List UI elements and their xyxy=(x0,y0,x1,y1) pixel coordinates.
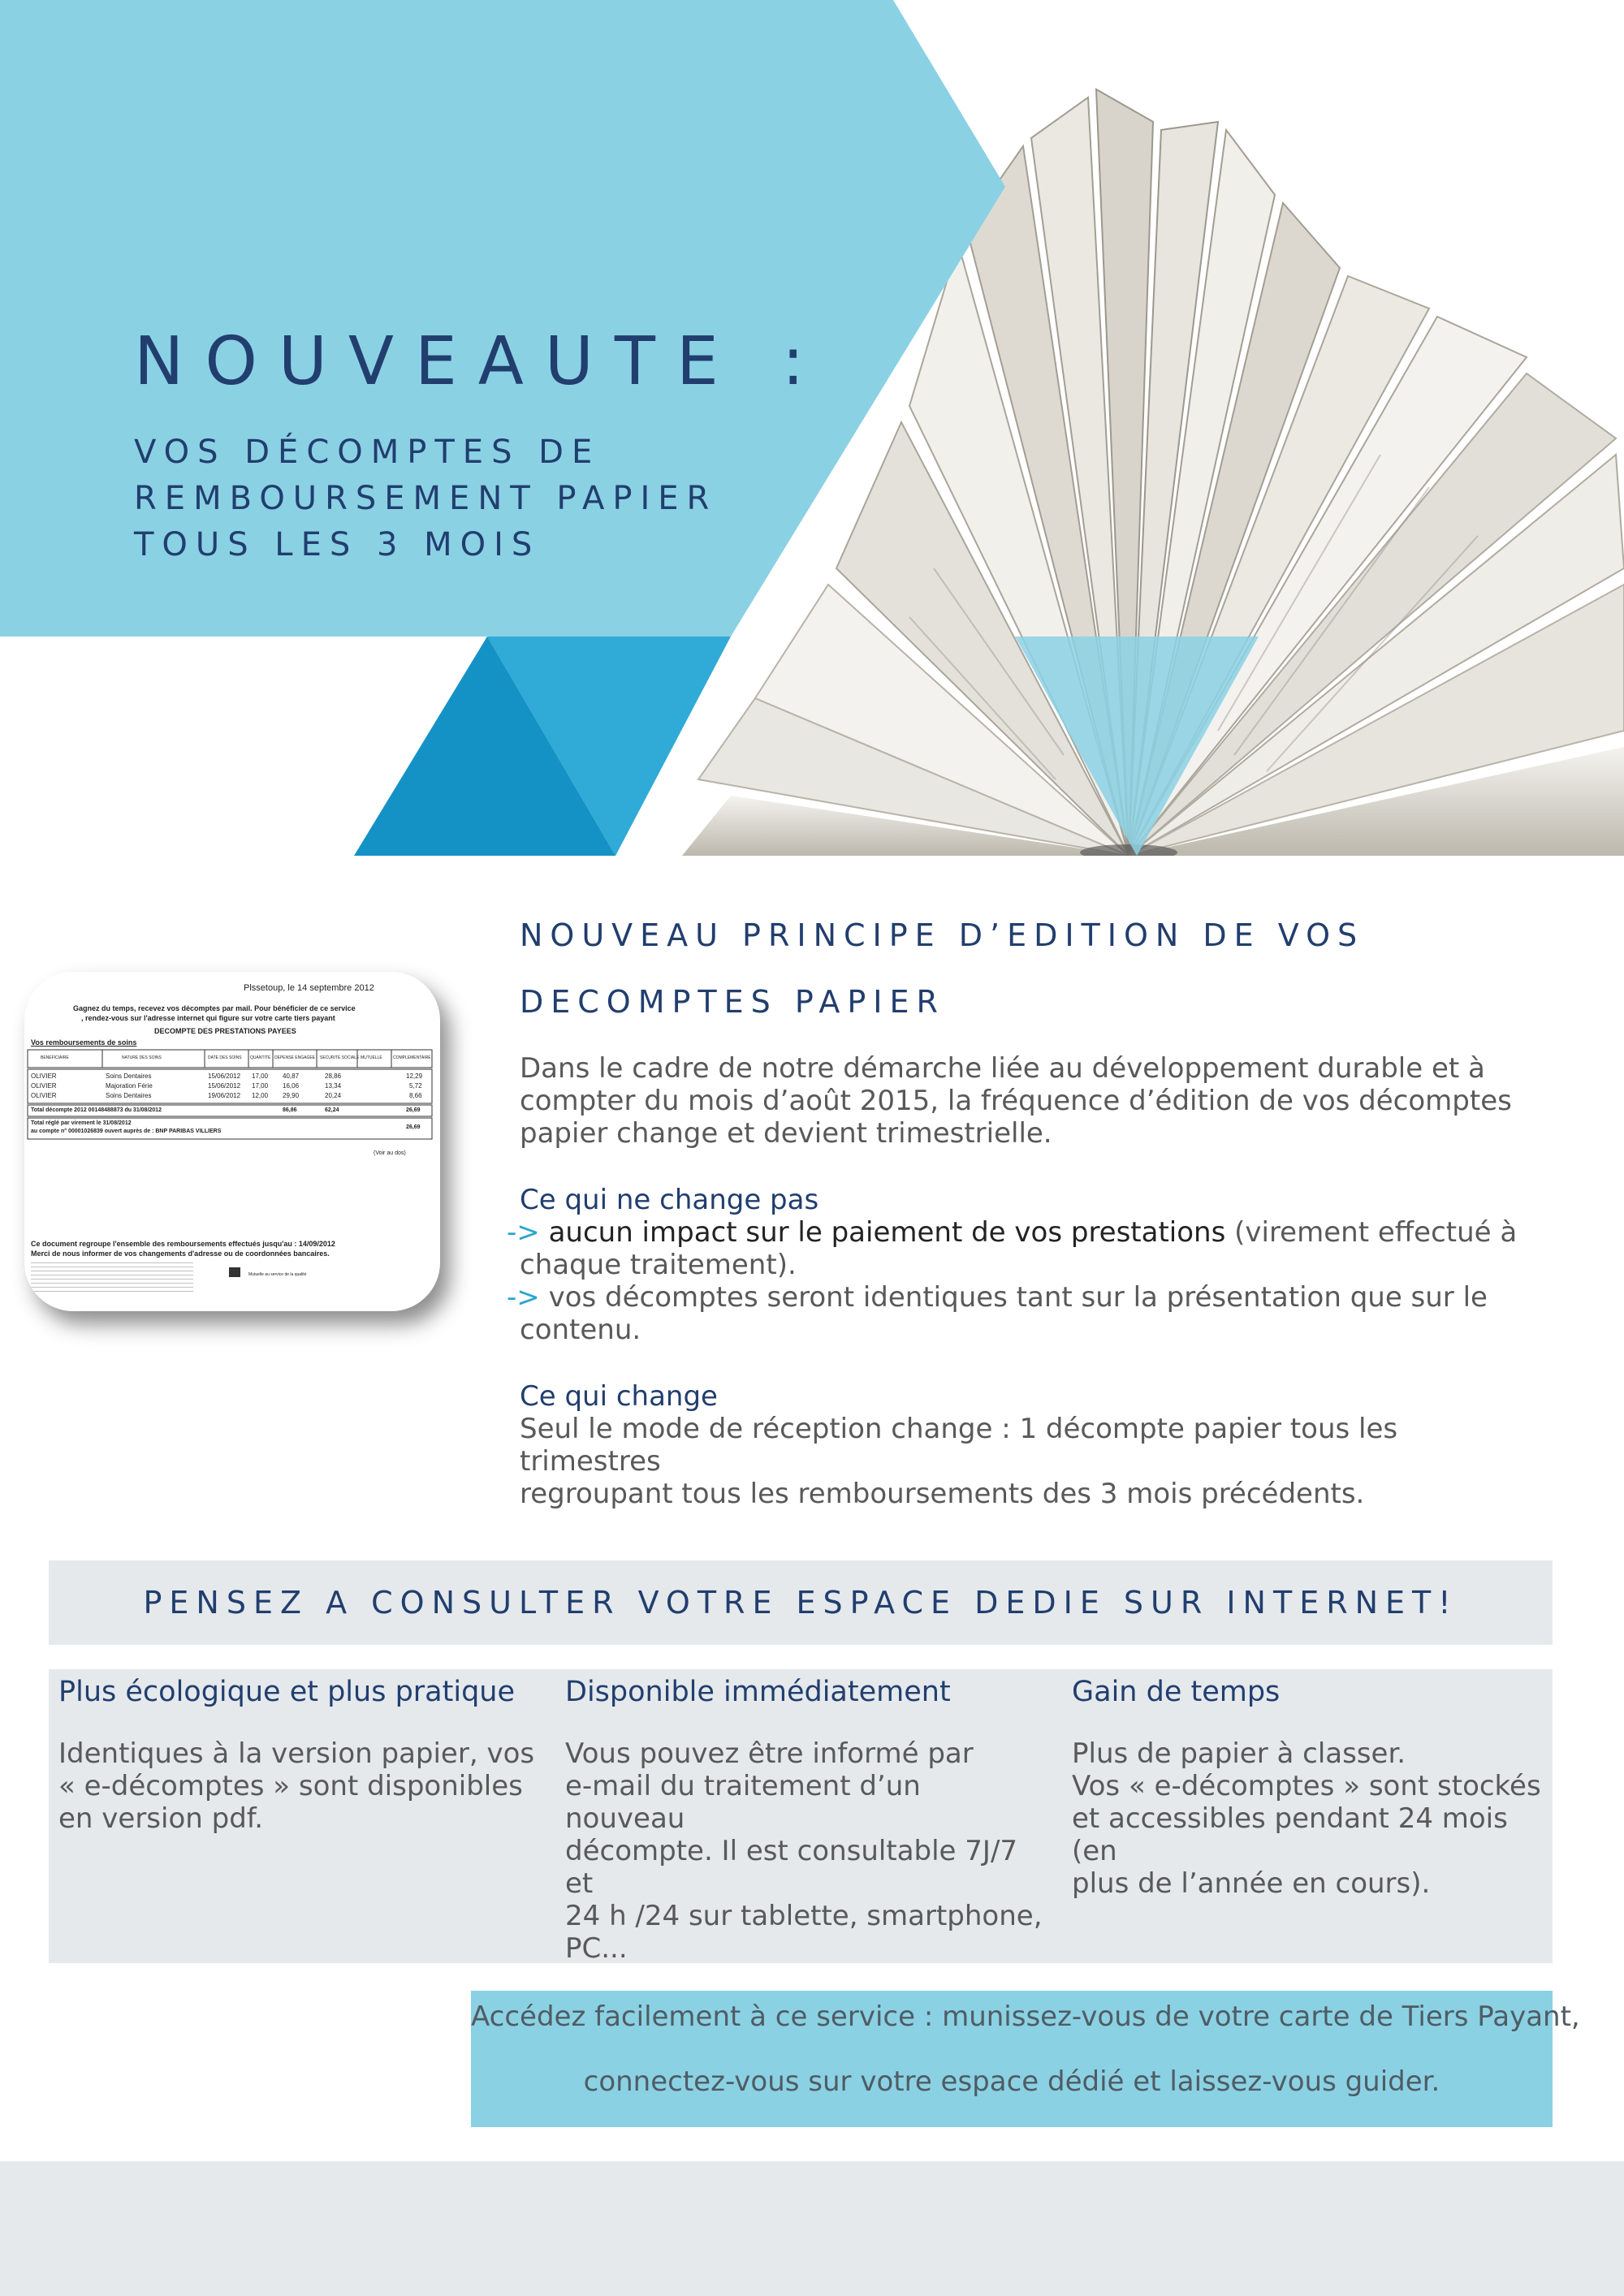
benefit-line: en version pdf. xyxy=(58,1802,264,1835)
footer-band xyxy=(0,2161,1624,2296)
changed-line-1: Seul le mode de réception change : 1 décompte papier tous les trimestres xyxy=(520,1413,1398,1478)
access-callout-line-1: Accédez facilement à ce service : munissez-vous de votre carte de Tiers Payant, xyxy=(471,2000,1580,2033)
thumb-col-5: SECURITE SOCIALE xyxy=(320,1055,360,1060)
internet-banner xyxy=(49,1560,1553,1645)
thumb-row-2-qty: 17,00 xyxy=(252,1082,269,1090)
principle-intro-line-3: papier change et devient trimestrielle. xyxy=(520,1117,1052,1150)
thumb-total-comp: 26,69 xyxy=(406,1107,421,1113)
benefit-line: « e-décomptes » sont disponibles xyxy=(58,1770,523,1802)
statement-thumbnail xyxy=(24,972,440,1311)
thumb-bottom-line-2: Merci de nous informer de vos changements d'adresse ou de coordonnées bancaires. xyxy=(31,1249,330,1258)
unchanged-item-1-rest: (virement effectué à xyxy=(1225,1216,1518,1249)
thumb-row-3-date: 19/06/2012 xyxy=(208,1092,241,1099)
thumb-logo-icon xyxy=(229,1267,240,1277)
benefit-text xyxy=(58,1737,534,1835)
hero-subtitle-line-2: REMBOURSEMENT PAPIER xyxy=(134,480,718,517)
arrow-icon: -> xyxy=(507,1281,540,1314)
thumb-paid-line-1: Total réglé par virement le 31/08/2012 xyxy=(31,1120,132,1126)
benefit-line: plus de l’année en cours). xyxy=(1072,1867,1431,1900)
unchanged-item-1-strong: aucun impact sur le paiement de vos prestations xyxy=(548,1216,1226,1249)
access-callout-line-2: connectez-vous sur votre espace dédié et laissez-vous guider. xyxy=(583,2065,1440,2098)
benefit-line: Vos « e-décomptes » sont stockés xyxy=(1072,1770,1541,1802)
thumb-row-3-spent: 29,90 xyxy=(283,1092,300,1099)
thumb-row-3-ss: 20,24 xyxy=(325,1092,342,1099)
thumb-doc-title: DECOMPTE DES PRESTATIONS PAYEES xyxy=(154,1027,296,1035)
thumb-total-line: Total décompte 2012 00148488873 du 31/08/2012 xyxy=(31,1107,162,1113)
unchanged-item-2-cont: contenu. xyxy=(520,1314,641,1346)
access-callout xyxy=(471,1991,1580,2127)
thumb-col-0: BENEFICIAIRE xyxy=(41,1055,69,1060)
thumb-intro-2: , rendez-vous sur l'adresse internet qui figure sur votre carte tiers payant xyxy=(81,1014,335,1022)
principle-intro-line-2: compter du mois d’août 2015, la fréquence d’édition de vos décomptes xyxy=(520,1085,1512,1117)
unchanged-title: Ce qui ne change pas xyxy=(520,1184,819,1216)
benefit-line: Vous pouvez être informé par xyxy=(565,1737,974,1770)
thumb-row-2-beneficiary: OLIVIER xyxy=(31,1082,57,1090)
thumb-total-spent: 86,86 xyxy=(283,1107,297,1113)
changed-title: Ce qui change xyxy=(520,1380,718,1413)
thumb-row-1-qty: 17,00 xyxy=(252,1072,269,1080)
changed-text xyxy=(520,1413,1527,1510)
benefit-line: 24 h /24 sur tablette, smartphone, xyxy=(565,1900,1043,1932)
thumb-date: Plssetoup, le 14 septembre 2012 xyxy=(244,983,374,993)
thumb-col-3: QUANTITE xyxy=(250,1055,271,1060)
hero-subtitle-line-1: VOS DÉCOMPTES DE xyxy=(134,434,601,471)
thumb-stamp: Mutuelle au service de la qualité xyxy=(248,1272,307,1277)
benefit-line: e-mail du traitement d’un nouveau xyxy=(565,1770,921,1835)
benefit-title: Plus écologique et plus pratique xyxy=(58,1676,515,1708)
thumb-fine-print xyxy=(31,1262,193,1292)
thumb-row-2-nature: Majoration Férie xyxy=(106,1082,153,1090)
hero-banner xyxy=(0,0,1624,856)
thumb-bottom-line-1: Ce document regroupe l'ensemble des remboursements effectués jusqu'au : 14/09/2012 xyxy=(31,1240,335,1248)
thumb-row-2-ss: 13,34 xyxy=(325,1082,342,1090)
thumb-row-3-nature: Soins Dentaires xyxy=(106,1092,152,1099)
hero-illustration xyxy=(0,0,1624,856)
thumb-row-3-beneficiary: OLIVIER xyxy=(31,1092,57,1099)
principle-intro xyxy=(520,1052,1527,1150)
thumb-row-1-nature: Soins Dentaires xyxy=(106,1072,152,1080)
unchanged-item-2 xyxy=(507,1281,1538,1346)
thumb-col-4: DEPENSE ENGAGEE xyxy=(274,1055,316,1060)
thumb-row-1-comp: 12,29 xyxy=(406,1072,423,1080)
thumb-row-3-qty: 12,00 xyxy=(252,1092,269,1099)
hero-title: NOUVEAUTE : xyxy=(134,323,826,400)
principle-heading-line-2: DECOMPTES PAPIER xyxy=(520,984,945,1020)
benefit-line: et accessibles pendant 24 mois (en xyxy=(1072,1802,1508,1867)
thumb-row-2-comp: 5,72 xyxy=(409,1082,422,1090)
thumb-row-2-date: 15/06/2012 xyxy=(208,1082,241,1090)
benefit-title: Disponible immédiatement xyxy=(565,1676,951,1708)
changed-line-2: regroupant tous les remboursements des 3 mois précédents. xyxy=(520,1478,1365,1510)
thumb-intro-1: Gagnez du temps, recevez vos décomptes par mail. Pour bénéficier de ce service xyxy=(73,1004,356,1012)
internet-banner-text: PENSEZ A CONSULTER VOTRE ESPACE DEDIE SUR INTERNET! xyxy=(143,1585,1458,1621)
thumb-paid-value: 26,69 xyxy=(406,1124,421,1130)
thumb-row-2-spent: 16,06 xyxy=(283,1082,300,1090)
thumb-row-1-ss: 28,86 xyxy=(325,1072,342,1080)
arrow-icon: -> xyxy=(507,1216,540,1249)
thumb-row-1-date: 15/06/2012 xyxy=(208,1072,241,1080)
thumb-row-1-beneficiary: OLIVIER xyxy=(31,1072,57,1080)
thumb-paid-line-2: au compte n° 00001026839 ouvert auprès de : BNP PARIBAS VILLIERS xyxy=(31,1129,222,1134)
principle-heading-line-1: NOUVEAU PRINCIPE D’EDITION DE VOS xyxy=(520,917,1365,953)
benefit-line: décompte. Il est consultable 7J/7 et xyxy=(565,1835,1018,1900)
unchanged-item-1 xyxy=(507,1216,1538,1281)
thumb-total-ss: 62,24 xyxy=(325,1107,339,1113)
benefit-text xyxy=(1072,1737,1551,1900)
unchanged-item-2-text: vos décomptes seront identiques tant sur la présentation que sur le xyxy=(548,1281,1488,1314)
thumb-col-2: DATE DES SOINS xyxy=(208,1055,242,1060)
thumb-row-1-spent: 40,87 xyxy=(283,1072,300,1080)
thumb-col-1: NATURE DES SOINS xyxy=(122,1055,162,1060)
thumb-col-7: COMPLEMENTAIRE xyxy=(393,1055,431,1060)
hero-subtitle-line-3: TOUS LES 3 MOIS xyxy=(134,526,541,563)
benefit-line: PC... xyxy=(565,1932,628,1965)
principle-intro-line-1: Dans le cadre de notre démarche liée au développement durable et à xyxy=(520,1052,1485,1085)
thumb-row-3-comp: 8,66 xyxy=(409,1092,422,1099)
benefits-panel xyxy=(49,1669,1553,1963)
benefit-line: Identiques à la version papier, vos xyxy=(58,1737,535,1770)
thumb-section-label: Vos remboursements de soins xyxy=(31,1038,137,1047)
benefit-text xyxy=(565,1737,1044,1965)
benefit-title: Gain de temps xyxy=(1072,1676,1281,1708)
unchanged-item-1-cont: chaque traitement). xyxy=(520,1249,797,1281)
benefit-line: Plus de papier à classer. xyxy=(1072,1737,1406,1770)
thumb-col-6: MUTUELLE xyxy=(361,1055,382,1060)
thumb-footer-note: (Voir au dos) xyxy=(374,1150,406,1156)
